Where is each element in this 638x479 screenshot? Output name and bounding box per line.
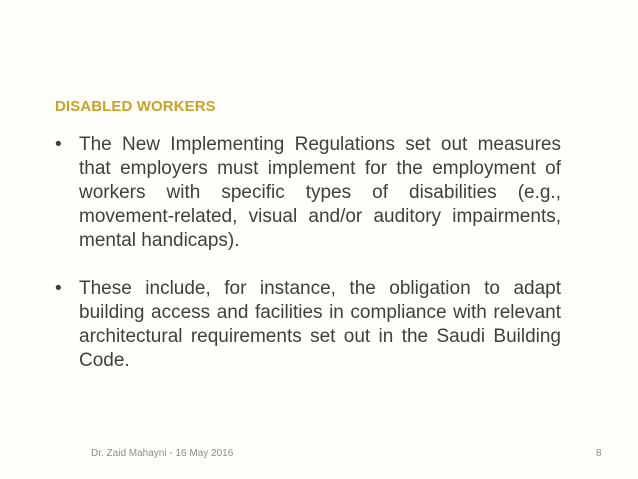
bullet-marker: • [55,134,62,155]
footer-page-number: 8 [596,448,602,459]
bullet-list [55,133,561,373]
footer-author-date: Dr. Zaid Mahayni - 16 May 2016 [91,448,234,459]
bullet-text: The New Implementing Regulations set out measures that employers must implement for the employment of workers with specific types of disabilities (e.g., movement-related, visual and/or auditory impairments, mental handicaps). [79,134,561,251]
bullet-item [55,277,561,373]
bullet-text: These include, for instance, the obligation to adapt building access and facilities in compliance with relevant architectural requirements set out in the Saudi Building Code. [79,278,561,371]
bullet-marker: • [55,278,62,299]
bullet-item [55,133,561,253]
slide-title: DISABLED WORKERS [55,98,216,115]
